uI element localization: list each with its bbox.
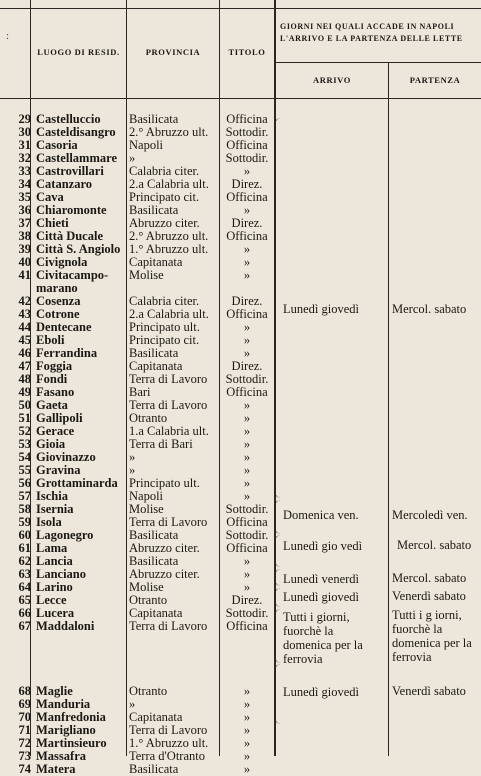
office-title: » xyxy=(243,398,251,412)
place-name: Cava xyxy=(36,190,64,204)
office-title: » xyxy=(243,580,251,594)
office-title: Officina xyxy=(226,307,268,321)
row-number: 42 xyxy=(18,294,31,308)
row-number: 46 xyxy=(18,346,31,360)
province-name: Capitanata xyxy=(129,255,183,269)
place-name: Città Ducale xyxy=(36,229,103,243)
office-title: Officina xyxy=(226,541,268,555)
row-number: 50 xyxy=(18,398,31,412)
row-number: 38 xyxy=(18,229,31,243)
row-number: 73 xyxy=(18,749,31,763)
office-title: » xyxy=(243,203,251,217)
place-name: Eboli xyxy=(36,333,65,347)
province-name: » xyxy=(129,463,136,477)
header-place: LUOGO DI RESID. xyxy=(37,47,120,57)
group-brace xyxy=(274,664,283,724)
row-number: 71 xyxy=(18,723,31,737)
office-title: Sottodir. xyxy=(225,151,269,165)
row-number: 65 xyxy=(18,593,31,607)
province-name: » xyxy=(129,450,136,464)
office-title: » xyxy=(243,346,251,360)
place-name: Grottaminarda xyxy=(36,476,118,490)
group-brace xyxy=(274,588,283,607)
province-name: Molise xyxy=(129,502,164,516)
row-number: 39 xyxy=(18,242,31,256)
row-number: 43 xyxy=(18,307,31,321)
province-name: » xyxy=(129,697,136,711)
row-number: 41 xyxy=(18,268,31,282)
province-name: Bari xyxy=(129,385,151,399)
province-name: Napoli xyxy=(129,489,164,503)
province-name: Terra di Lavoro xyxy=(129,515,208,529)
office-title: » xyxy=(243,268,251,282)
office-title: Direz. xyxy=(231,593,263,607)
place-name: Isola xyxy=(36,515,62,529)
place-name: Dentecane xyxy=(36,320,92,334)
office-title: » xyxy=(243,411,251,425)
place-name: Cotrone xyxy=(36,307,80,321)
row-number: 66 xyxy=(18,606,31,620)
province-name: Otranto xyxy=(129,411,168,425)
office-title: Officina xyxy=(226,385,268,399)
office-title: » xyxy=(243,476,251,490)
office-title: » xyxy=(243,723,251,737)
province-name: Capitanata xyxy=(129,359,183,373)
place-name: marano xyxy=(36,281,78,295)
place-name: Castellammare xyxy=(36,151,117,165)
office-title: Officina xyxy=(226,138,268,152)
place-name: Maglie xyxy=(36,684,73,698)
office-title: Officina xyxy=(226,190,268,204)
place-name: Gioia xyxy=(36,437,66,451)
table-row xyxy=(0,477,481,490)
row-number: 69 xyxy=(18,697,31,711)
province-name: Abruzzo citer. xyxy=(129,216,200,230)
office-title: Officina xyxy=(226,112,268,126)
place-name: Civignola xyxy=(36,255,88,269)
province-name: Principato ult. xyxy=(129,320,200,334)
office-title: » xyxy=(243,567,251,581)
province-name: Terra di Lavoro xyxy=(129,398,208,412)
province-name: Terra di Lavoro xyxy=(129,372,208,386)
place-name: Maddaloni xyxy=(36,619,95,633)
header-departure: PARTENZA xyxy=(409,75,461,85)
place-name: Lama xyxy=(36,541,68,555)
top-rule xyxy=(0,8,481,9)
place-name: Foggia xyxy=(36,359,73,373)
group-brace xyxy=(274,500,283,534)
office-title: » xyxy=(243,684,251,698)
row-number: 58 xyxy=(18,502,31,516)
place-name: Gallipoli xyxy=(36,411,83,425)
row-number: 64 xyxy=(18,580,31,594)
group-arrival: Domenica ven. xyxy=(283,508,359,522)
header-title: TITOLO xyxy=(228,47,266,57)
office-title: Sottodir. xyxy=(225,502,269,516)
group-departure: Mercol. sabato xyxy=(392,302,467,316)
row-number: 36 xyxy=(18,203,31,217)
place-name: Cosenza xyxy=(36,294,81,308)
header-bottom-rule xyxy=(0,98,481,99)
place-name: Lucera xyxy=(36,606,75,620)
place-name: Gravina xyxy=(36,463,81,477)
province-name: Basilicata xyxy=(129,112,179,126)
place-name: Lanciano xyxy=(36,567,87,581)
row-number: 63 xyxy=(18,567,31,581)
place-name: Castrovillari xyxy=(36,164,104,178)
table-row xyxy=(0,386,481,399)
margin-mark: : xyxy=(6,30,10,42)
place-name: Lancia xyxy=(36,554,73,568)
office-title: » xyxy=(243,255,251,269)
row-number: 34 xyxy=(18,177,31,191)
row-number: 48 xyxy=(18,372,31,386)
province-name: Napoli xyxy=(129,138,164,152)
province-name: Molise xyxy=(129,580,164,594)
group-departure: Venerdì sabato xyxy=(392,684,466,698)
row-number: 37 xyxy=(18,216,31,230)
row-number: 35 xyxy=(18,190,31,204)
province-name: 1.° Abruzzo ult. xyxy=(129,736,209,750)
place-name: Lagonegro xyxy=(36,528,94,542)
place-name: Castelluccio xyxy=(36,112,101,126)
place-name: Larino xyxy=(36,580,73,594)
province-name: 2.a Calabria ult. xyxy=(129,177,209,191)
office-title: Direz. xyxy=(231,359,263,373)
province-name: » xyxy=(129,151,136,165)
place-name: Ischia xyxy=(36,489,68,503)
group-arrival: Lunedì giovedì xyxy=(283,302,360,316)
group-brace xyxy=(274,569,283,586)
place-name: Lecce xyxy=(36,593,67,607)
group-arrival: Lunedì giovedì xyxy=(283,590,360,604)
days-header-rule xyxy=(275,62,481,63)
place-name: Casoria xyxy=(36,138,78,152)
group-brace xyxy=(274,535,283,567)
row-number: 59 xyxy=(18,515,31,529)
header-province: PROVINCIA xyxy=(145,47,201,57)
group-arrival: Lunedì gio vedì xyxy=(283,539,363,553)
province-name: Calabria citer. xyxy=(129,164,200,178)
row-number: 40 xyxy=(18,255,31,269)
row-number: 55 xyxy=(18,463,31,477)
office-title: » xyxy=(243,424,251,438)
row-number: 68 xyxy=(18,684,31,698)
office-title: » xyxy=(243,697,251,711)
table-row xyxy=(0,321,481,334)
province-name: Principato ult. xyxy=(129,476,200,490)
office-title: Officina xyxy=(226,515,268,529)
row-number: 54 xyxy=(18,450,31,464)
row-number: 52 xyxy=(18,424,31,438)
province-name: 2.° Abruzzo ult. xyxy=(129,125,209,139)
row-number: 61 xyxy=(18,541,31,555)
province-name: 2.° Abruzzo ult. xyxy=(129,229,209,243)
province-name: Terra di Bari xyxy=(129,437,193,451)
office-title: » xyxy=(243,437,251,451)
office-title: » xyxy=(243,242,251,256)
province-name: 2.a Calabria ult. xyxy=(129,307,209,321)
office-title: » xyxy=(243,450,251,464)
province-name: Principato cit. xyxy=(129,333,200,347)
row-number: 29 xyxy=(18,112,31,126)
place-name: Chiaromonte xyxy=(36,203,107,217)
place-name: Gerace xyxy=(36,424,75,438)
office-title: » xyxy=(243,164,251,178)
group-departure: Mercol. sabato xyxy=(392,571,467,585)
row-number: 62 xyxy=(18,554,31,568)
office-title: » xyxy=(243,320,251,334)
place-name: Ferrandina xyxy=(36,346,98,360)
group-departure: Venerdì sabato xyxy=(392,589,466,603)
province-name: Otranto xyxy=(129,684,168,698)
office-title: Direz. xyxy=(231,177,263,191)
row-number: 57 xyxy=(18,489,31,503)
office-title: » xyxy=(243,333,251,347)
row-number: 60 xyxy=(18,528,31,542)
row-number: 56 xyxy=(18,476,31,490)
place-name: Chieti xyxy=(36,216,69,230)
office-title: » xyxy=(243,736,251,750)
province-name: Terra di Lavoro xyxy=(129,619,208,633)
place-name: Manduria xyxy=(36,697,91,711)
row-number: 32 xyxy=(18,151,31,165)
group-arrival: Lunedì venerdì xyxy=(283,572,360,586)
header-days-line1: GIORNI NEI QUALI ACCADE IN NAPOLI xyxy=(280,22,455,31)
province-name: Abruzzo citer. xyxy=(129,541,200,555)
province-name: Capitanata xyxy=(129,606,183,620)
office-title: Sottodir. xyxy=(225,125,269,139)
table-row xyxy=(0,750,481,763)
row-number: 53 xyxy=(18,437,31,451)
row-number: 30 xyxy=(18,125,31,139)
province-name: Basilicata xyxy=(129,528,179,542)
row-number: 70 xyxy=(18,710,31,724)
place-name: Casteldisangro xyxy=(36,125,116,139)
province-name: Abruzzo citer. xyxy=(129,567,200,581)
office-title: Sottodir. xyxy=(225,372,269,386)
office-title: Sottodir. xyxy=(225,606,269,620)
row-number: 67 xyxy=(18,619,31,633)
row-number: 47 xyxy=(18,359,31,373)
office-title: » xyxy=(243,710,251,724)
office-title: Sottodir. xyxy=(225,528,269,542)
row-number: 45 xyxy=(18,333,31,347)
group-arrival: Lunedì giovedì xyxy=(283,685,360,699)
province-name: Terra d'Otranto xyxy=(129,749,205,763)
place-name: Manfredonia xyxy=(36,710,106,724)
group-brace xyxy=(274,609,283,663)
place-name: Città S. Angiolo xyxy=(36,242,121,256)
table-row xyxy=(0,425,481,438)
place-name: Fondi xyxy=(36,372,68,386)
province-name: Capitanata xyxy=(129,710,183,724)
province-name: Basilicata xyxy=(129,762,179,776)
place-name: Catanzaro xyxy=(36,177,93,191)
province-name: Otranto xyxy=(129,593,168,607)
office-title: Officina xyxy=(226,619,268,633)
group-departure: Mercol. sabato xyxy=(397,538,472,552)
province-name: Basilicata xyxy=(129,203,179,217)
row-number: 49 xyxy=(18,385,31,399)
office-title: » xyxy=(243,762,251,776)
office-title: Officina xyxy=(226,229,268,243)
row-number: 33 xyxy=(18,164,31,178)
place-name: Giovinazzo xyxy=(36,450,96,464)
row-number: 74 xyxy=(18,762,31,776)
group-departure: Tutti i g iorni, fuorchè la domenica per la ferrovia xyxy=(392,608,472,664)
place-name: Isernia xyxy=(36,502,74,516)
group-arrival: Tutti i giorni, fuorchè la domenica per la ferrovia xyxy=(283,610,363,666)
province-name: Basilicata xyxy=(129,346,179,360)
row-number: 44 xyxy=(18,320,31,334)
row-number: 72 xyxy=(18,736,31,750)
table-row xyxy=(0,763,481,776)
province-name: 1.a Calabria ult. xyxy=(129,424,209,438)
place-name: Martinsieuro xyxy=(36,736,107,750)
place-name: Fasano xyxy=(36,385,75,399)
office-title: » xyxy=(243,463,251,477)
place-name: Marigliano xyxy=(36,723,96,737)
place-name: Gaeta xyxy=(36,398,68,412)
group-departure: Mercoledì ven. xyxy=(392,508,468,522)
province-name: Terra di Lavoro xyxy=(129,723,208,737)
office-title: Direz. xyxy=(231,216,263,230)
province-name: 1.° Abruzzo ult. xyxy=(129,242,209,256)
office-title: » xyxy=(243,489,251,503)
row-number: 51 xyxy=(18,411,31,425)
header-arrival: ARRIVO xyxy=(313,75,351,85)
place-name: Civitacampo- xyxy=(36,268,109,282)
province-name: Molise xyxy=(129,268,164,282)
province-name: Principato cit. xyxy=(129,190,200,204)
group-brace xyxy=(274,118,283,498)
place-name: Matera xyxy=(36,762,76,776)
row-number: 31 xyxy=(18,138,31,152)
header-days-line2: L'ARRIVO E LA PARTENZA DELLE LETTE xyxy=(280,34,463,43)
office-title: Direz. xyxy=(231,294,263,308)
province-name: Calabria citer. xyxy=(129,294,200,308)
place-name: Massafra xyxy=(36,749,86,763)
province-name: Basilicata xyxy=(129,554,179,568)
office-title: » xyxy=(243,554,251,568)
office-title: » xyxy=(243,749,251,763)
